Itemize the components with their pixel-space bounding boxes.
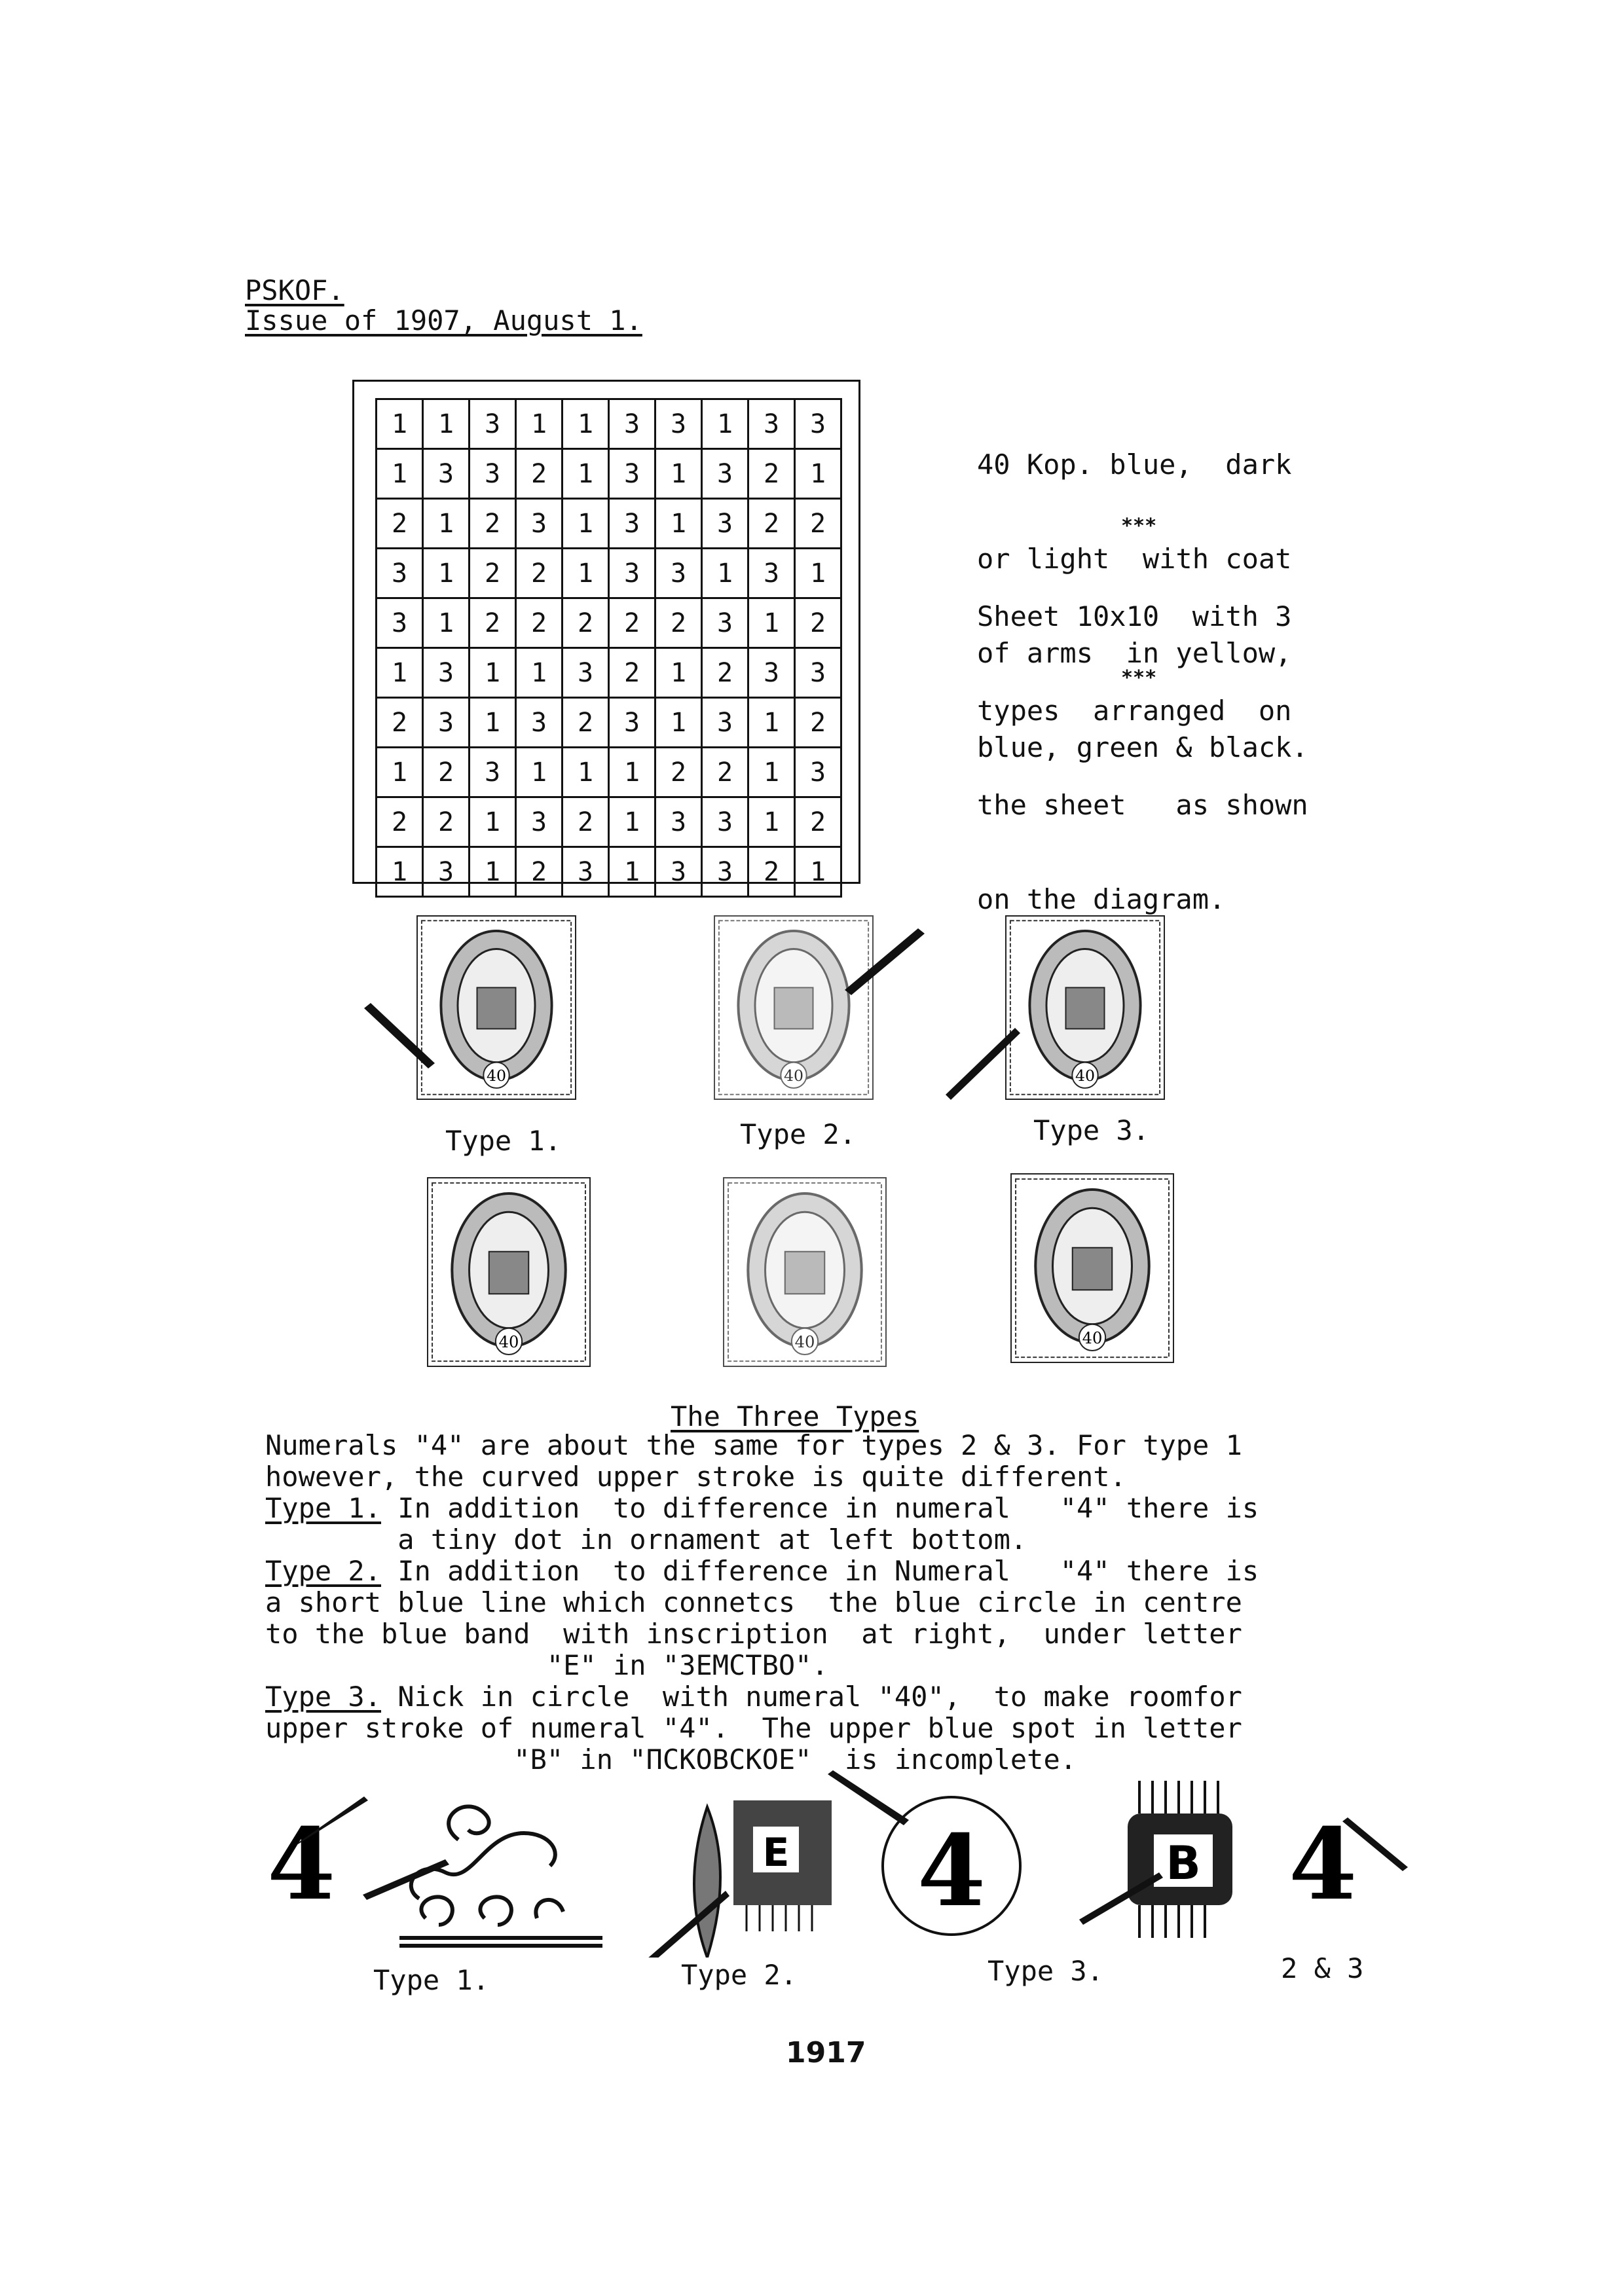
type-1-text: a tiny dot in ornament at left bottom. [265, 1523, 1027, 1556]
sheet-cell: 2 [748, 847, 795, 897]
sheet-cell: 2 [516, 549, 563, 598]
sheet-cell: 1 [563, 399, 609, 449]
description-line: of arms in yellow, [977, 637, 1292, 669]
sheet-cell: 1 [470, 648, 516, 698]
sheet-cell: 1 [748, 797, 795, 847]
sheet-cell: 2 [377, 797, 423, 847]
denomination: 40 [486, 1066, 507, 1085]
letter-b: B [1166, 1836, 1201, 1890]
sheet-cell: 3 [702, 499, 748, 549]
stamp-image [724, 1178, 885, 1366]
sheet-cell: 1 [609, 847, 655, 897]
type-1-text: In addition to difference in numeral "4" there is [381, 1492, 1259, 1524]
sheet-cell: 3 [609, 698, 655, 748]
sheet-cell: 2 [516, 449, 563, 499]
sheet-cell: 2 [377, 698, 423, 748]
sheet-cell: 2 [609, 648, 655, 698]
sheet-cell: 2 [795, 698, 841, 748]
sheet-cell: 1 [563, 748, 609, 797]
detail-illustrations [0, 1761, 1624, 1958]
pointer-arrow [647, 1891, 729, 1958]
sheet-cell: 2 [609, 598, 655, 648]
sheet-cell: 1 [470, 847, 516, 897]
ornament-detail [399, 1806, 602, 1946]
sheet-cell: 3 [702, 797, 748, 847]
stamp-type-1-plain [427, 1177, 591, 1367]
sheet-cell: 3 [702, 847, 748, 897]
type-3-text: Nick in circle with numeral "40", to make roomfor [381, 1681, 1242, 1713]
sheet-cell: 1 [423, 499, 470, 549]
pointer-arrow [363, 1859, 449, 1900]
sheet-cell: 1 [748, 748, 795, 797]
sheet-cell: 3 [748, 399, 795, 449]
description-line: on the diagram. [977, 883, 1226, 915]
separator-stars: *** [1121, 666, 1157, 689]
sheet-cell: 2 [470, 499, 516, 549]
sheet-cell: 2 [795, 797, 841, 847]
sheet-cell: 1 [702, 399, 748, 449]
intro-line: Numerals "4" are about the same for types 2 & 3. For type 1 [265, 1429, 1242, 1461]
sheet-cell: 2 [563, 598, 609, 648]
description-line: types arranged on [977, 695, 1292, 727]
denomination: 40 [794, 1332, 815, 1351]
sheet-cell: 1 [377, 748, 423, 797]
type-2-text: "E" in "3EMCTBO". [265, 1649, 828, 1681]
separator-stars: *** [1121, 515, 1157, 538]
sheet-cell: 1 [795, 549, 841, 598]
sheet-cell: 3 [748, 549, 795, 598]
pointer-arrow [828, 1770, 909, 1825]
section-heading: The Three Types [671, 1400, 919, 1432]
sheet-cell: 1 [377, 847, 423, 897]
sheet-cell: 3 [609, 449, 655, 499]
description-line: blue, green & black. [977, 731, 1308, 763]
sheet-cell: 2 [563, 698, 609, 748]
sheet-cell: 2 [516, 598, 563, 648]
pointer-arrow [946, 1028, 1020, 1100]
sheet-cell: 3 [423, 698, 470, 748]
sheet-cell: 3 [655, 797, 702, 847]
stamp-type-2-plain [723, 1177, 887, 1367]
sheet-cell: 3 [423, 449, 470, 499]
sheet-cell: 3 [563, 648, 609, 698]
sheet-cell: 3 [609, 499, 655, 549]
sheet-cell: 3 [563, 847, 609, 897]
stamp-label: Type 3. [1033, 1114, 1150, 1146]
sheet-cell: 3 [516, 698, 563, 748]
sheet-cell: 3 [609, 399, 655, 449]
sheet-cell: 3 [748, 648, 795, 698]
description-line: or light with coat [977, 543, 1292, 575]
type-3-paragraph [265, 1681, 1242, 1713]
sheet-cell: 2 [563, 797, 609, 847]
sheet-cell: 3 [795, 648, 841, 698]
sheet-cell: 3 [470, 399, 516, 449]
stamp-label: Type 1. [445, 1125, 562, 1157]
sheet-cell: 2 [470, 549, 516, 598]
detail-label: Type 2. [681, 1959, 798, 1991]
sheet-cell: 1 [377, 648, 423, 698]
sheet-cell: 1 [377, 399, 423, 449]
type-2-paragraph [265, 1556, 1259, 1587]
stamp-image [428, 1178, 589, 1366]
sheet-cell: 3 [702, 698, 748, 748]
sheet-cell: 3 [470, 449, 516, 499]
sheet-cell: 1 [563, 499, 609, 549]
sheet-cell: 1 [377, 449, 423, 499]
sheet-cell: 3 [609, 549, 655, 598]
type-2-text: to the blue band with inscription at right, under letter [265, 1618, 1242, 1650]
sheet-cell: 3 [516, 499, 563, 549]
sheet-cell: 2 [423, 748, 470, 797]
description-line: 40 Kop. blue, dark [977, 448, 1292, 481]
type-2-text: a short blue line which connetcs the blue circle in centre [265, 1586, 1242, 1618]
sheet-cell: 3 [795, 748, 841, 797]
sheet-cell: 1 [516, 399, 563, 449]
sheet-cell: 1 [702, 549, 748, 598]
issue-date: Issue of 1907, August 1. [245, 304, 642, 337]
denomination: 40 [1075, 1066, 1096, 1085]
type-1-paragraph [265, 1493, 1259, 1524]
page-number: 1917 [786, 2036, 866, 2069]
sheet-cell: 1 [470, 698, 516, 748]
type-3-text: "B" in "ПСКОВСКОЕ" is incomplete. [265, 1743, 1077, 1776]
sheet-cell: 1 [748, 698, 795, 748]
denomination: 40 [498, 1332, 519, 1351]
sheet-cell: 1 [655, 698, 702, 748]
sheet-cell: 1 [795, 847, 841, 897]
sheet-cell: 1 [609, 748, 655, 797]
sheet-cell: 3 [516, 797, 563, 847]
type-2-text: In addition to difference in Numeral "4" there is [381, 1555, 1259, 1587]
detail-label: Type 1. [373, 1964, 490, 1996]
sheet-cell: 3 [795, 399, 841, 449]
sheet-cell: 1 [655, 648, 702, 698]
sheet-cell: 3 [377, 549, 423, 598]
sheet-cell: 2 [702, 648, 748, 698]
sheet-cell: 1 [655, 499, 702, 549]
sheet-cell: 3 [423, 847, 470, 897]
sheet-cell: 1 [516, 748, 563, 797]
letter-b-detail [1128, 1781, 1232, 1938]
numeral-4-type-1: 4 [267, 1807, 336, 1922]
sheet-cell: 2 [795, 598, 841, 648]
sheet-cell: 1 [795, 449, 841, 499]
sheet-cell: 2 [748, 499, 795, 549]
sheet-cell: 3 [655, 399, 702, 449]
sheet-cell: 3 [702, 598, 748, 648]
sheet-cell: 3 [655, 549, 702, 598]
description-line: Sheet 10x10 with 3 [977, 600, 1292, 632]
sheet-cell: 3 [702, 449, 748, 499]
type-3-text: upper stroke of numeral "4". The upper blue spot in letter [265, 1712, 1242, 1744]
sheet-cell: 1 [423, 598, 470, 648]
type-3-label: Type 3. [265, 1681, 382, 1713]
letter-e-detail [694, 1800, 832, 1958]
detail-label: Type 3. [987, 1955, 1104, 1987]
detail-label: 2 & 3 [1281, 1952, 1364, 1984]
sheet-cell: 2 [748, 449, 795, 499]
numeral-4-types-2-3: 4 [1289, 1807, 1357, 1922]
sheet-cell: 2 [702, 748, 748, 797]
sheet-cell: 2 [655, 598, 702, 648]
description-line: the sheet as shown [977, 789, 1308, 821]
numeral-4-type-3: 4 [917, 1813, 986, 1929]
type-2-label: Type 2. [265, 1555, 382, 1587]
sheet-cell: 1 [423, 399, 470, 449]
sheet-cell: 1 [423, 549, 470, 598]
denomination: 40 [783, 1066, 804, 1085]
sheet-cell: 2 [423, 797, 470, 847]
pointer-arrow [845, 928, 925, 995]
sheet-cell: 1 [655, 449, 702, 499]
sheet-cell: 2 [470, 598, 516, 648]
sheet-cell: 2 [655, 748, 702, 797]
page-title: PSKOF. [245, 274, 344, 306]
sheet-cell: 1 [563, 549, 609, 598]
sheet-cell: 1 [516, 648, 563, 698]
stamp-type-3-plain [1010, 1173, 1174, 1363]
denomination: 40 [1082, 1328, 1103, 1347]
type-1-label: Type 1. [265, 1492, 382, 1524]
intro-line: however, the curved upper stroke is quite different. [265, 1461, 1126, 1493]
sheet-cell: 3 [655, 847, 702, 897]
sheet-cell: 2 [795, 499, 841, 549]
pointer-arrow [364, 1003, 435, 1068]
sheet-cell: 2 [377, 499, 423, 549]
sheet-cell: 1 [563, 449, 609, 499]
sheet-cell: 3 [470, 748, 516, 797]
stamp-label: Type 2. [740, 1118, 857, 1150]
stamp-image [1012, 1175, 1173, 1362]
sheet-cell: 2 [516, 847, 563, 897]
letter-e: E [762, 1830, 790, 1876]
sheet-cell: 1 [609, 797, 655, 847]
sheet-cell: 3 [423, 648, 470, 698]
sheet-cell: 3 [377, 598, 423, 648]
sheet-cell: 1 [470, 797, 516, 847]
sheet-cell: 1 [748, 598, 795, 648]
